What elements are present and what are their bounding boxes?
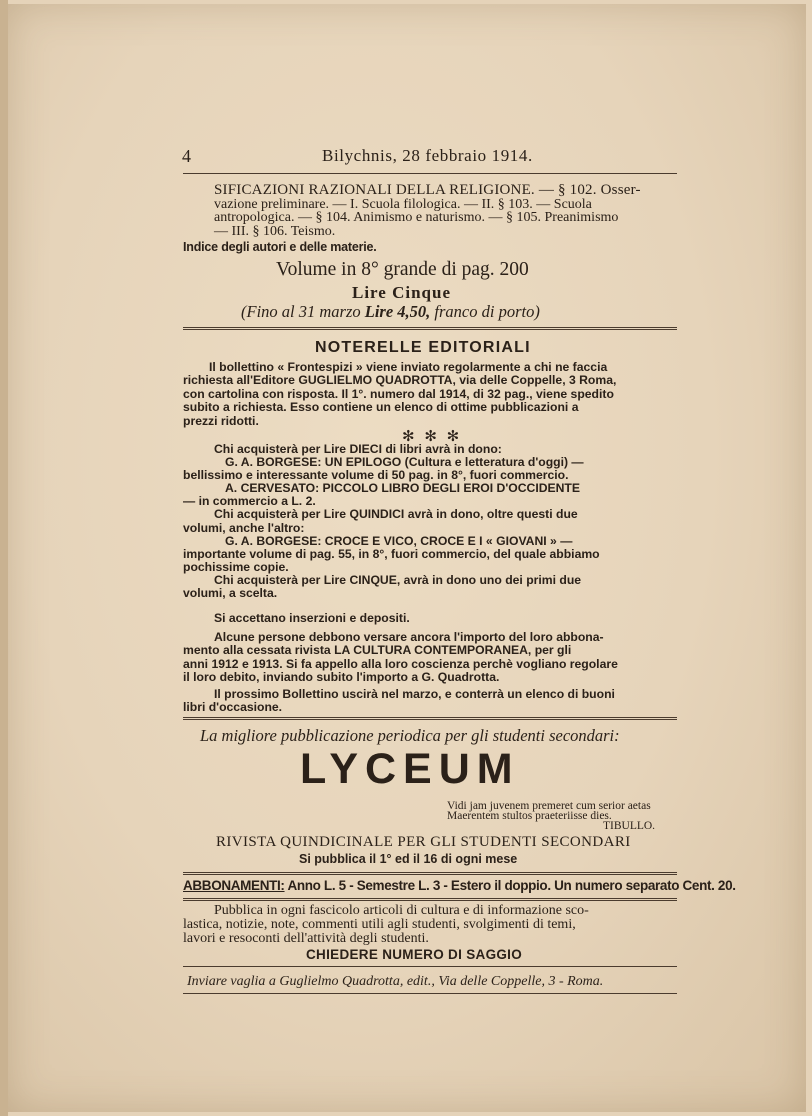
offer-suffix: franco di porto) xyxy=(430,302,540,321)
section-rule-5 xyxy=(183,966,677,967)
offer-prefix: (Fino al 31 marzo xyxy=(241,302,365,321)
gift-line: G. A. BORGESE: UN EPILOGO (Cultura e letteratura d'oggi) — xyxy=(225,455,584,470)
section-rule-1 xyxy=(183,327,677,330)
header-rule xyxy=(183,173,677,174)
section-rule-2 xyxy=(183,717,677,720)
lyceum-motto-1: Vidi jam juvenem premeret cum serior aetas xyxy=(447,800,651,812)
appeal-line: mento alla cessata rivista LA CULTURA CONTEMPORANEA, per gli xyxy=(183,643,572,658)
section-rule-4 xyxy=(183,898,677,901)
next-line: libri d'occasione. xyxy=(183,700,283,715)
lyceum-motto-author: TIBULLO. xyxy=(603,820,656,832)
next-line: Il prossimo Bollettino uscirà nel marzo, e conterrà un elenco di buoni xyxy=(214,687,615,701)
running-title: Bilychnis, 28 febbraio 1914. xyxy=(322,146,533,165)
p1-line: prezzi ridotti. xyxy=(183,413,259,428)
gift-line: A. CERVESATO: PICCOLO LIBRO DEGLI EROI D'OCCIDENTE xyxy=(225,481,581,496)
lyceum-frequency: Si pubblica il 1° ed il 16 di ogni mese xyxy=(299,852,518,866)
lyceum-subtitle: RIVISTA QUINDICINALE PER GLI STUDENTI SECONDARI xyxy=(216,834,631,850)
index-line-1: SIFICAZIONI RAZIONALI DELLA RELIGIONE. — § 102. Osser- xyxy=(214,182,641,198)
p1-line: subito a richiesta. Esso contiene un elenco di ottime pubblicazioni a xyxy=(183,400,579,415)
lyceum-title: LYCEUM xyxy=(300,745,520,793)
p1-line: richiesta all'Editore GUGLIELMO QUADROTTA, via delle Coppelle, 3 Roma, xyxy=(183,373,617,388)
appeal-line: anni 1912 e 1913. Si fa appello alla loro coscienza perchè vogliano regolare xyxy=(183,656,618,671)
price: Lire Cinque xyxy=(352,283,452,302)
gift-line: volumi, anche l'altro: xyxy=(183,520,305,535)
appeal-line: il loro debito, inviando subito l'importo a G. Quadrotta. xyxy=(183,670,500,685)
description-line: lavori e resoconti dell'attività degli studenti. xyxy=(183,931,429,946)
gifts-section xyxy=(183,443,679,600)
gift-line: Chi acquisterà per Lire CINQUE, avrà in dono uno dei primi due xyxy=(214,572,582,587)
next-bulletin xyxy=(183,688,679,715)
gift-line: Chi acquisterà per Lire DIECI di libri avrà in dono: xyxy=(214,442,502,456)
gift-line: G. A. BORGESE: CROCE E VICO, CROCE E I « GIOVANI » — xyxy=(225,533,573,548)
lyceum-footer: Inviare vaglia a Guglielmo Quadrotta, edit., Via delle Coppelle, 3 - Roma. xyxy=(187,974,604,989)
lyceum-description xyxy=(183,904,679,946)
volume-info: Volume in 8° grande di pag. 200 xyxy=(276,259,529,280)
inserzioni-line: Si accettano inserzioni e depositi. xyxy=(214,611,410,625)
lyceum-tagline: La migliore pubblicazione periodica per gli studenti secondari: xyxy=(200,726,620,745)
description-line: Pubblica in ogni fascicolo articoli di cultura e di informazione sco- xyxy=(214,903,589,918)
appeal-line: Alcune persone debbono versare ancora l'importo del loro abbona- xyxy=(214,630,604,644)
index-line-2: vazione preliminare. — I. Scuola filologica. — II. § 103. — Scuola xyxy=(214,197,592,212)
noterelle-paragraph-1 xyxy=(183,361,679,428)
gift-line: volumi, a scelta. xyxy=(183,586,278,601)
p1-line: Il bollettino « Frontespizi » viene inviato regolarmente a chi ne faccia xyxy=(209,360,608,374)
lyceum-sample: CHIEDERE NUMERO DI SAGGIO xyxy=(306,947,523,962)
appeal-section xyxy=(183,631,679,685)
offer-price: Lire 4,50, xyxy=(364,302,431,321)
gift-line: — in commercio a L. 2. xyxy=(183,494,316,509)
gift-line: pochissime copie. xyxy=(183,559,289,574)
subscriptions-text: Anno L. 5 - Semestre L. 3 - Estero il doppio. Un numero separato Cent. 20. xyxy=(284,878,736,893)
lyceum-subscriptions xyxy=(183,878,736,893)
gift-line: bellissimo e interessante volume di 50 pag. in 8°, fuori commercio. xyxy=(183,468,569,483)
section-rule-3 xyxy=(183,872,677,875)
description-line: lastica, notizie, note, commenti utili agli studenti, svolgimenti di temi, xyxy=(183,917,576,932)
asterisks: ✻ ✻ ✻ xyxy=(402,429,463,445)
index-line-4: — III. § 106. Teismo. xyxy=(214,224,336,239)
p1-line: con cartolina con risposta. Il 1°. numero dal 1914, di 32 pag., viene spedito xyxy=(183,386,614,401)
lyceum-motto-2: Maerentem stultos praeteriisse dies. xyxy=(447,810,612,822)
page-edge xyxy=(0,0,8,1116)
noterelle-heading: NOTERELLE EDITORIALI xyxy=(315,339,531,356)
index-line-3: antropologica. — § 104. Animismo e naturismo. — § 105. Preanimismo xyxy=(214,210,619,225)
page-number: 4 xyxy=(182,146,191,166)
section-rule-6 xyxy=(183,993,677,994)
offer-line xyxy=(241,302,540,322)
subscriptions-label: ABBONAMENTI: xyxy=(183,878,285,893)
gift-line: importante volume di pag. 55, in 8°, fuori commercio, del quale abbiamo xyxy=(183,546,600,561)
index-line-5: Indice degli autori e delle materie. xyxy=(183,240,377,254)
gift-line: Chi acquisterà per Lire QUINDICI avrà in dono, oltre questi due xyxy=(214,507,578,522)
